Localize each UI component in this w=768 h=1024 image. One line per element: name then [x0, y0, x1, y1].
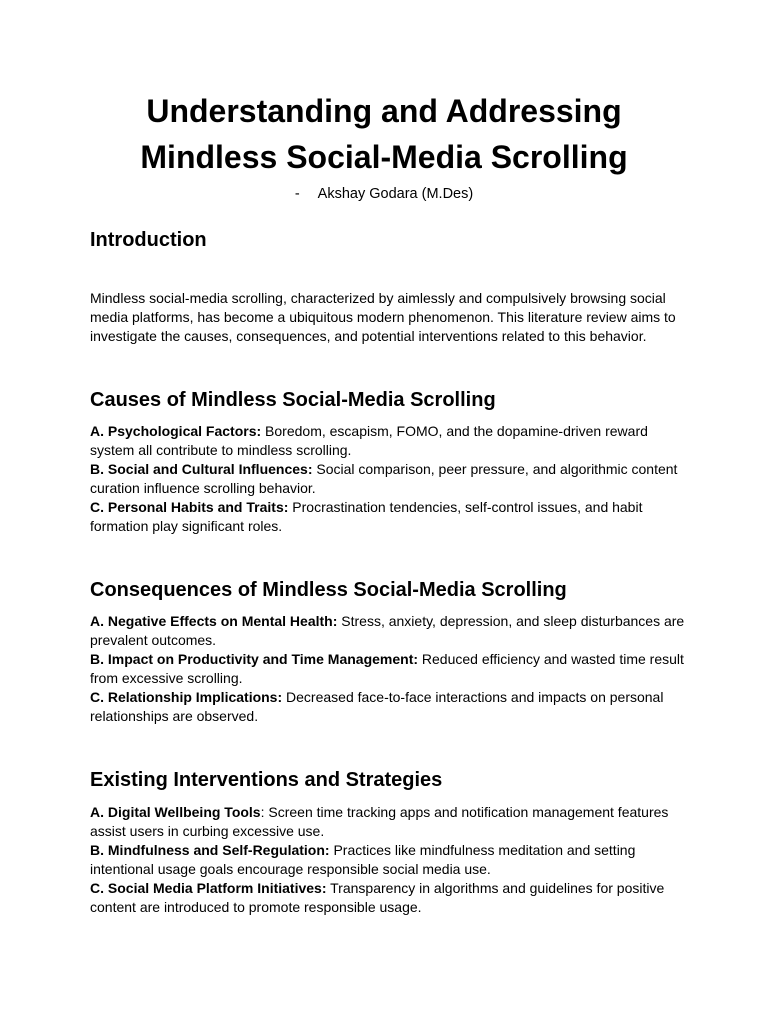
consequences-list	[90, 612, 690, 726]
list-item	[90, 460, 690, 498]
author-name: Akshay Godara (M.Des)	[317, 186, 474, 202]
author-line	[0, 185, 768, 203]
item-text: Practices like mindfulness meditation and setting intentional usage goals encourage responsible social media use.	[90, 842, 636, 877]
list-item	[90, 612, 690, 650]
consequences-heading: Consequences of Mindless Social-Media Scrolling	[90, 579, 567, 601]
list-item	[90, 803, 690, 841]
title-line-1: Understanding and Addressing	[146, 93, 622, 129]
item-text: Procrastination tendencies, self-control issues, and habit formation play significant roles.	[90, 499, 643, 534]
list-item	[90, 650, 690, 688]
item-label: C. Relationship Implications:	[90, 689, 283, 705]
item-label: B. Mindfulness and Self-Regulation:	[90, 842, 330, 858]
item-text: Social comparison, peer pressure, and algorithmic content curation influence scrolling behavior.	[90, 461, 678, 496]
list-item	[90, 841, 690, 879]
list-item	[90, 879, 690, 917]
item-text: : Screen time tracking apps and notification management features assist users in curbing excessive use.	[90, 804, 669, 839]
item-text: Decreased face-to-face interactions and impacts on personal relationships are observed.	[90, 689, 664, 724]
item-label: C. Social Media Platform Initiatives:	[90, 880, 327, 896]
item-label: A. Negative Effects on Mental Health:	[90, 613, 338, 629]
item-label: C. Personal Habits and Traits:	[90, 499, 289, 515]
item-text: Transparency in algorithms and guidelines for positive content are introduced to promote responsible usage.	[90, 880, 665, 915]
author-dash: -	[294, 186, 300, 202]
item-label: B. Social and Cultural Influences:	[90, 461, 313, 477]
list-item	[90, 422, 690, 460]
document-title	[0, 88, 768, 180]
causes-list	[90, 422, 690, 536]
list-item	[90, 498, 690, 536]
list-item	[90, 688, 690, 726]
title-line-2: Mindless Social-Media Scrolling	[140, 139, 628, 175]
item-label: A. Digital Wellbeing Tools	[90, 804, 261, 820]
interventions-heading: Existing Interventions and Strategies	[90, 769, 443, 791]
introduction-paragraph: Mindless social-media scrolling, characterized by aimlessly and compulsively browsing social media platforms, has become a ubiquitous modern phenomenon. This literature review aims to investigate the causes, consequences, and potential interventions related to this behavior.	[90, 290, 676, 344]
item-text: Boredom, escapism, FOMO, and the dopamine-driven reward system all contribute to mindless scrolling.	[90, 423, 648, 458]
item-text: Reduced efficiency and wasted time result from excessive scrolling.	[90, 651, 684, 686]
introduction-heading: Introduction	[90, 229, 207, 251]
item-text: Stress, anxiety, depression, and sleep disturbances are prevalent outcomes.	[90, 613, 685, 648]
causes-heading: Causes of Mindless Social-Media Scrolling	[90, 389, 496, 411]
item-label: B. Impact on Productivity and Time Management:	[90, 651, 419, 667]
interventions-list	[90, 803, 690, 917]
item-label: A. Psychological Factors:	[90, 423, 262, 439]
